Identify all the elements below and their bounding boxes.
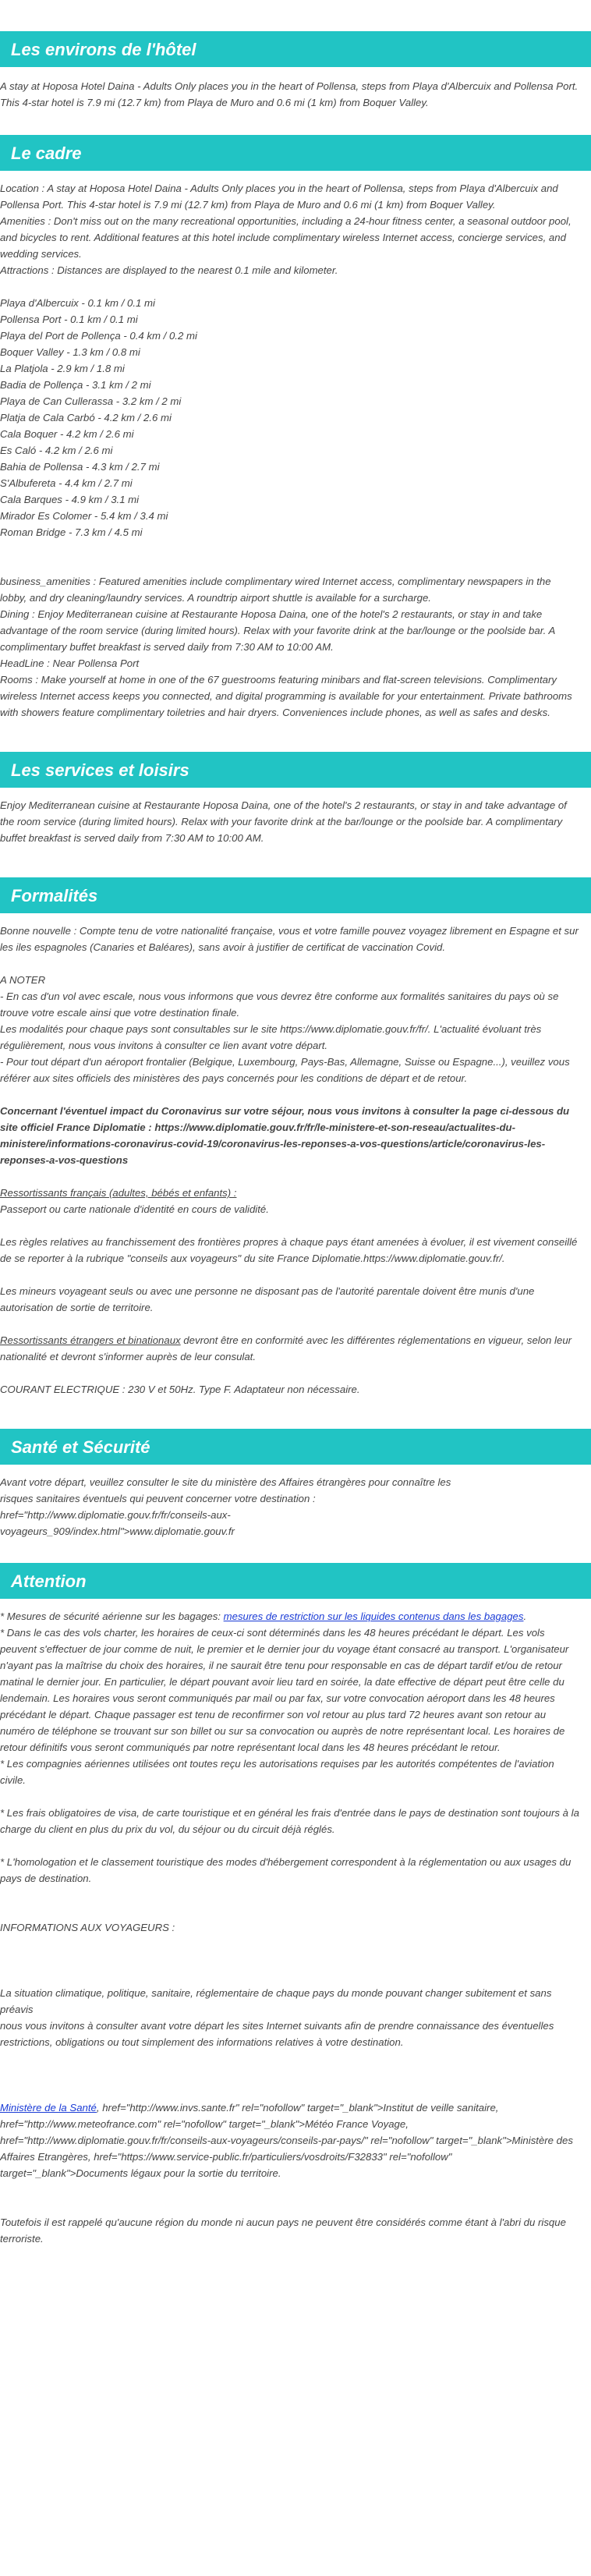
ressortissants-etrangers-title: Ressortissants étrangers et binationaux [0,1334,181,1346]
liquides-restriction-link[interactable]: mesures de restriction sur les liquides contenus dans les bagages [223,1610,524,1622]
cadre-location: Location : A stay at Hoposa Hotel Daina - Adults Only places you in the heart of Pollensa, steps from Playa d'Albercuix and Pollensa Port. This 4-star hotel is 7.9 mi (12.7 km) from Playa de Muro and 0.6 mi (1 km) from Boquer Valley. [0,182,558,211]
section-title-attention: Attention [0,1563,591,1599]
distance-item: S'Albufereta - 4.4 km / 2.7 mi [0,477,133,489]
noter-modalites: Les modalités pour chaque pays sont consultables sur le site https://www.diplomatie.gouv.fr/fr/. L'actualité évoluant très régulièrement, nous vous invitons à consulter ce lien avant votre départ. [0,1023,542,1051]
courant-electrique: COURANT ELECTRIQUE : 230 V et 50Hz. Type F. Adaptateur non nécessaire. [0,1384,360,1395]
covid-notice: Concernant l'éventuel impact du Coronavirus sur votre séjour, nous vous invitons à consulter la page ci-dessous du site officiel France Diplomatie : https://www.diplomatie.gouv.fr/fr/le-ministere-et-son-reseau/actualites-du-ministere/informations-coronavirus-covid-19/coronavirus-les-reponses-a-vos-questions/article/coronavirus-les-reponses-a-vos-questions [0,1105,570,1166]
distance-item: Cala Boquer - 4.2 km / 2.6 mi [0,428,134,440]
distance-item: Cala Barques - 4.9 km / 3.1 mi [0,494,140,505]
attention-invitation: nous vous invitons à consulter avant votre départ les sites Internet suivants afin de prendre connaissance des éventuelles restrictions, obligations ou tout simplement des informations relatives à votre destination. [0,2020,554,2048]
attention-homologation: * L'homologation et le classement touristique des modes d'hébergement correspondent à la réglementation ou aux usages du pays de destination. [0,1856,572,1884]
cadre-business: business_amenities : Featured amenities include complimentary wired Internet access, complimentary newspapers in the lobby, and dry cleaning/laundry services. A roundtrip airport shuttle is available for a surcharge. [0,576,551,604]
section-cadre [0,111,591,721]
section-title-environs: Les environs de l'hôtel [0,31,591,67]
attention-situation: La situation climatique, politique, sanitaire, réglementaire de chaque pays du monde pouvant changer subitement et sans préavis [0,1987,552,2015]
distance-item: Roman Bridge - 7.3 km / 4.5 mi [0,526,143,538]
section-services [0,721,591,846]
attention-compagnies: * Les compagnies aériennes utilisées ont toutes reçu les autorisations requises par les autorités compétentes de l'aviation civile. [0,1758,554,1786]
distance-item: Mirador Es Colomer - 5.4 km / 3.4 mi [0,510,168,522]
noter-title: A NOTER [0,974,46,986]
section-environs [0,0,591,111]
sante-text: Avant votre départ, veuillez consulter le site du ministère des Affaires étrangères pour connaître les risques sanitaires éventuels qui peuvent concerner votre destination : href="http://www.diplomatie.gouv.fr/fr/conseils-aux-voyageurs_909/index.html">www.diplomatie.gouv.fr [0,1476,451,1537]
section-sante [0,1398,591,1540]
regles-frontieres: Les règles relatives au franchissement des frontières propres à chaque pays étant amenées à évoluer, il est vivement conseillé de se reporter à la rubrique "conseils aux voyageurs" du site France Diplomatie.https://www.diplomatie.gouv.fr/. [0,1236,578,1264]
distance-item: Playa d'Albercuix - 0.1 km / 0.1 mi [0,297,155,309]
attention-bagages-suffix: . [523,1610,527,1622]
attention-links [0,2099,580,2181]
cadre-headline: HeadLine : Near Pollensa Port [0,657,140,669]
info-voyageurs-title: INFORMATIONS AUX VOYAGEURS : [0,1922,175,1933]
attention-terrorisme: Toutefois il est rappelé qu'aucune région du monde ni aucun pays ne peuvent être considérés comme étant à l'abri du risque terroriste. [0,2216,566,2245]
distance-item: La Platjola - 2.9 km / 1.8 mi [0,363,125,374]
distance-item: Playa de Can Cullerassa - 3.2 km / 2 mi [0,395,182,407]
distance-list [0,295,580,540]
section-attention [0,1540,591,2247]
formalites-good-news: Bonne nouvelle : Compte tenu de votre nationalité française, vous et votre famille pouvez voyagez librement en Espagne et sur les iles espagnoles (Canaries et Baléares), sans avoir à justifier de certificat de vaccination Covid. [0,925,579,953]
cadre-amenities: Amenities : Don't miss out on the many recreational opportunities, including a 24-hour fitness center, a seasonal outdoor pool, and bicycles to rent. Additional features at this hotel include complimentary wireless Internet access, concierge services, and wedding services. [0,215,572,260]
noter-escale: - En cas d'un vol avec escale, nous vous informons que vous devrez être conforme aux formalités sanitaires du pays où se trouve votre escale ainsi que votre destination finale. [0,990,559,1019]
cadre-dining: Dining : Enjoy Mediterranean cuisine at Restaurante Hoposa Daina, one of the hotel's 2 restaurants, or stay in and take advantage of the room service (during limited hours). Relax with your favorite drink at the bar/lounge or the poolside bar. A complimentary buffet breakfast is served daily from 7:30 AM to 10:00 AM. [0,608,555,653]
ministere-sante-link[interactable]: Ministère de la Santé [0,2102,97,2114]
section-formalites [0,846,591,1398]
services-text: Enjoy Mediterranean cuisine at Restaurante Hoposa Daina, one of the hotel's 2 restaurants, or stay in and take advantage of the room service (during limited hours). Relax with your favorite drink at the bar/lounge or the poolside bar. A complimentary buffet breakfast is served daily from 7:30 AM to 10:00 AM. [0,799,567,844]
distance-item: Es Caló - 4.2 km / 2.6 mi [0,445,113,456]
ressortissants-fr-text: Passeport ou carte nationale d'identité en cours de validité. [0,1203,269,1215]
distance-item: Platja de Cala Carbó - 4.2 km / 2.6 mi [0,412,172,423]
ressortissants-fr-title: Ressortissants français (adultes, bébés et enfants) : [0,1187,237,1199]
ressortissants-etrangers [0,1332,580,1365]
ressortissants-etrangers-text: devront être en conformité avec les différentes réglementations en vigueur, selon leur nationalité et devront s'informer auprès de leur consulat. [0,1334,572,1362]
distance-item: Playa del Port de Pollença - 0.4 km / 0.2 mi [0,330,197,342]
mineurs-text: Les mineurs voyageant seuls ou avec une personne ne disposant pas de l'autorité parentale doivent être munis d'une autorisation de sortie de territoire. [0,1285,535,1313]
attention-vols-charter: * Dans le cas des vols charter, les horaires de ceux-ci sont déterminés dans les 48 heures précédant le départ. Les vols peuvent s'effectuer de jour comme de nuit, le premier et le dernier jour du voyage étant consacré au transport. L'organisateur n'ayant pas la maîtrise du choix des horaires, il ne saurait être tenu pour responsable en cas de départ tardif et/ou de retour matinal le dernier jour. En particulier, le départ pouvant avoir lieu tard en soirée, la date effective de départ peut être celle du lendemain. Les horaires vous seront communiqués par mail ou par fax, sur votre convocation aéroport dans les 48 heures précédant le départ. Chaque passager est tenu de reconfirmer son vol retour au plus tard 72 heures avant son retour au numéro de téléphone se trouvant sur son billet ou sur sa convocation ou auprès de notre représentant local. Les horaires de retour définitifs vous seront communiqués par notre représentant local dans les 48 heures précédant le retour. [0,1627,569,1753]
section-title-cadre: Le cadre [0,135,591,171]
section-title-sante: Santé et Sécurité [0,1429,591,1465]
distance-item: Pollensa Port - 0.1 km / 0.1 mi [0,314,138,325]
section-title-services: Les services et loisirs [0,752,591,788]
noter-frontalier: - Pour tout départ d'un aéroport frontalier (Belgique, Luxembourg, Pays-Bas, Allemagne, Suisse ou Espagne...), veuillez vous référer aux sites officiels des ministères des pays concernés pour les conditions de départ et de retour. [0,1056,570,1084]
attention-frais: * Les frais obligatoires de visa, de carte touristique et en général les frais d'entrée dans le pays de destination sont toujours à la charge du client en plus du prix du vol, du séjour ou du circuit déjà réglés. [0,1807,579,1835]
cadre-attractions: Attractions : Distances are displayed to the nearest 0.1 mile and kilometer. [0,264,338,276]
attention-bagages-prefix: * Mesures de sécurité aérienne sur les bagages: [0,1610,224,1622]
environs-text: A stay at Hoposa Hotel Daina - Adults Only places you in the heart of Pollensa, steps from Playa d'Albercuix and Pollensa Port. This 4-star hotel is 7.9 mi (12.7 km) from Playa de Muro and 0.6 mi (1 km) from Boquer Valley. [0,80,579,108]
attention-links-text: , href="http://www.invs.sante.fr" rel="nofollow" target="_blank">Institut de veille sanitaire, href="http://www.meteofrance.com" rel="nofollow" target="_blank">Météo France Voyage, href="http://www.diplomatie.gouv.fr/fr/conseils-aux-voyageurs/conseils-par-pays/" rel="nofollow" target="_blank">Ministère des Affaires Etrangères, href="https://www.service-public.fr/particuliers/vosdroits/F32833" rel="nofollow" target="_blank">Documents légaux pour la sortie du territoire. [0,2102,573,2179]
attention-bagages [0,1608,580,1625]
section-title-formalites: Formalités [0,877,591,913]
distance-item: Boquer Valley - 1.3 km / 0.8 mi [0,346,140,358]
cadre-rooms: Rooms : Make yourself at home in one of the 67 guestrooms featuring minibars and flat-screen televisions. Complimentary wireless Internet access keeps you connected, and digital programming is available for your entertainment. Private bathrooms with showers feature complimentary toiletries and hair dryers. Conveniences include phones, as well as safes and desks. [0,674,572,718]
distance-item: Badia de Pollença - 3.1 km / 2 mi [0,379,151,391]
distance-item: Bahia de Pollensa - 4.3 km / 2.7 mi [0,461,160,473]
